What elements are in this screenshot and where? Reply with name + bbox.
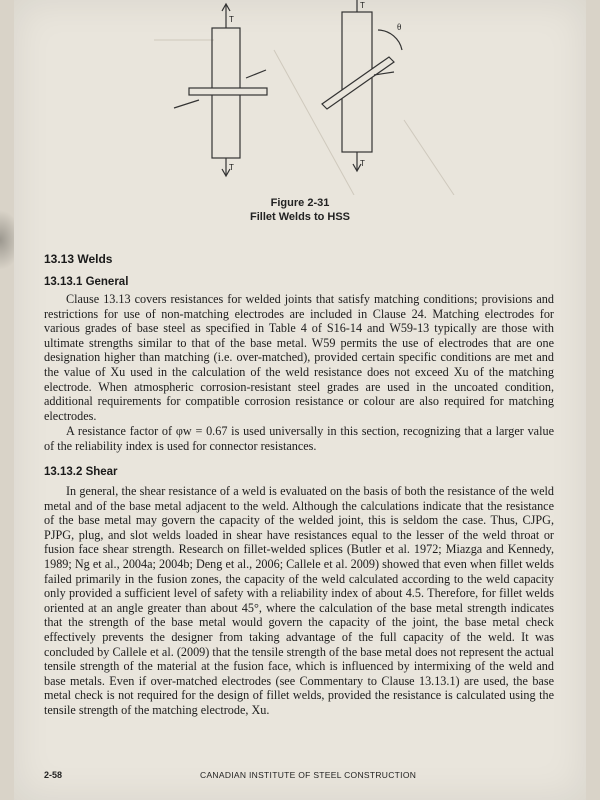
left-hss-member xyxy=(174,4,267,176)
right-hss-member xyxy=(322,0,402,171)
bleed-through-lines xyxy=(154,40,454,195)
fillet-weld-figure xyxy=(154,0,474,195)
section-title: 13.13 Welds xyxy=(44,252,113,266)
book-page xyxy=(14,0,586,800)
paragraph-general-text: Clause 13.13 covers resistances for welded joints that satisfy matching conditions; provisions and restrictions for use of non-matching electrodes are included in Clause 24. Matching electrodes for various grades of base steel as specified in Table 4 of S16-14 and W59-13 typically are those with ultimate strengths similar to that of the base metal. W59 permits the use of electrodes that are one designation higher than matching (i.e. over-matched), provided certain specific conditions are met and the value of Xu used in the calculation of the weld resistance does not exceed Xu of the matching electrode. When atmospheric corrosion-resistant steel grades are used in the uncoated condition, additional requirements for compatible corrosion resistance or colour are also required for matching electrodes. xyxy=(44,292,554,423)
paragraph-shear-text: In general, the shear resistance of a weld is evaluated on the basis of both the resistance of the weld metal and of the base metal adjacent to the weld. Although the calculations indicate that the resistance of the base metal may govern the capacity of the welded joint, this is seldom the case. Thus, CJPG, PJPG, plug, and slot welds loaded in shear have resistances equal to the lesser of the weld throat or fusion face shear strength. Research on fillet-welded splices (Butler et al. 1972; Miazga and Kennedy, 1989; Ng et al., 2004a; 2004b; Deng et al., 2006; Callele et al. 2009) showed that even when fillet welds failed primarily in the fusion zones, the capacity of the weld calculated according to the weld capacity only provided a sufficient level of safety with a reliability index of about 4.5. Therefore, for fillet welds oriented at an angle greater than about 45°, where the calculation of the base metal strength indicates that the strength of the base metal would govern the capacity of the joint, the base metal check effectively prevents the designer from taking advantage of the full capacity of the weld. It was concluded by Callele et al. (2009) that the tensile strength of the base metal does not represent the actual tensile strength of the material at the fusion face, which is influenced by intermixing of the weld and base metals. Even if over-matched electrodes (see Commentary to Clause 13.13.1) are used, the base metal check is not required for the design of fillet welds, provided the resistance is calculated using the tensile strength of the matching electrode, Xu. xyxy=(44,484,554,717)
label-t-left-bottom: T xyxy=(229,163,234,172)
figure-number: Figure 2-31 xyxy=(270,197,330,209)
paragraph-resistance-factor-text: A resistance factor of φw = 0.67 is used universally in this section, recognizing that a larger value of the reliability index is used for connector resistances. xyxy=(44,424,554,453)
label-t-right-bottom: T xyxy=(360,159,365,168)
paragraph-shear xyxy=(44,484,554,718)
subsection-shear-title: 13.13.2 Shear xyxy=(44,466,118,478)
theta-arc xyxy=(378,30,402,50)
page-number: 2-58 xyxy=(44,770,63,780)
publisher-footer: CANADIAN INSTITUTE OF STEEL CONSTRUCTION xyxy=(200,770,417,780)
label-theta: θ xyxy=(397,22,402,32)
figure-title: Fillet Welds to HSS xyxy=(249,211,351,223)
label-t-left-top: T xyxy=(229,15,234,24)
label-t-right-top: T xyxy=(360,1,365,10)
angled-plate xyxy=(322,57,394,109)
left-plate xyxy=(189,88,267,95)
paragraph-resistance-factor xyxy=(44,424,554,453)
subsection-general-title: 13.13.1 General xyxy=(44,276,129,288)
paragraph-general xyxy=(44,292,554,423)
